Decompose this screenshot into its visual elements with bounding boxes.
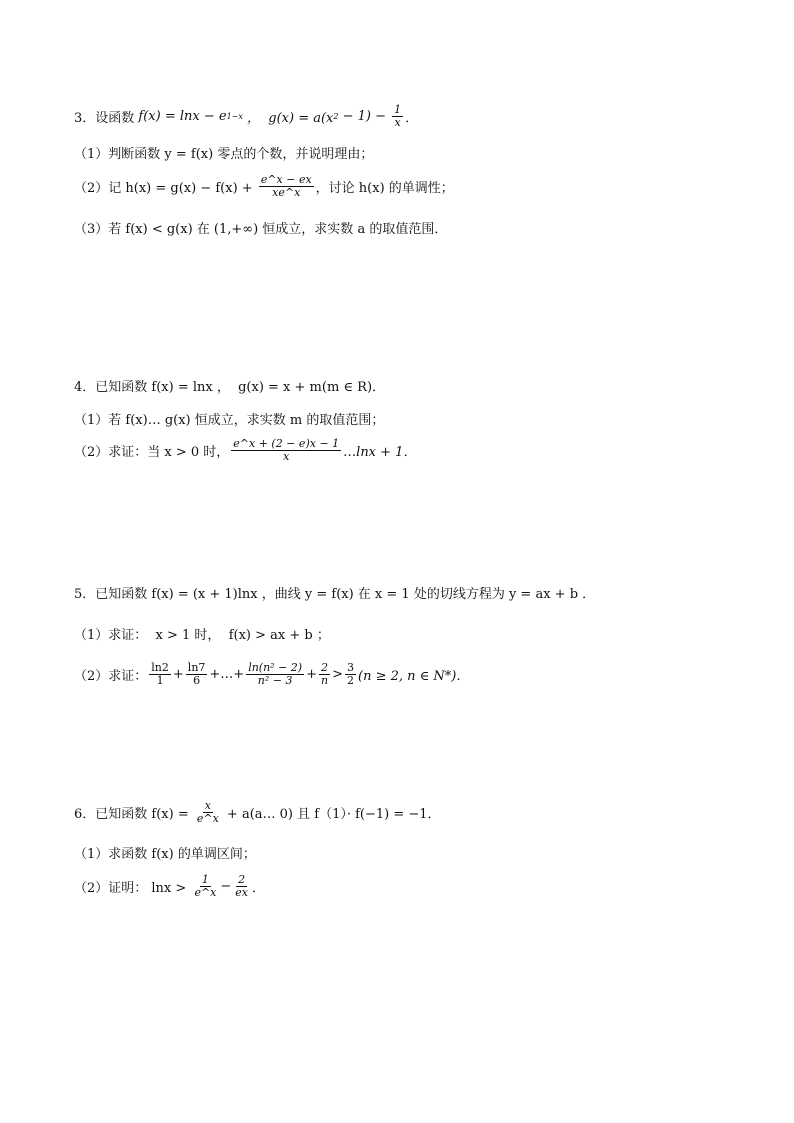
problem-5-head: 5．已知函数 f(x) = (x + 1)lnx ，曲线 y = f(x) 在 x = 1 处的切线方程为 y = ax + b ． (74, 587, 596, 602)
fraction-denominator: n² − 3 (257, 674, 293, 688)
part-text: （2）求证：当 x > 0 时， (74, 445, 230, 461)
problem-3-part-3 (74, 218, 447, 237)
fraction-numerator: 2 (238, 873, 246, 886)
proof-fraction-2 (233, 874, 250, 899)
fraction-denominator: x (283, 450, 290, 464)
fraction-denominator: 6 (193, 674, 201, 688)
fraction-denominator: e^x (194, 886, 217, 900)
sum-fraction-1 (149, 662, 171, 687)
problem-4-head: 4．已知函数 f(x) = lnx ， g(x) = x + m(m ∈ R)． (74, 380, 386, 395)
problem-3-title (74, 104, 418, 129)
fraction-numerator: 3 (347, 661, 354, 674)
sum-fraction-general (246, 662, 304, 687)
fraction-numerator: x (204, 799, 211, 812)
part-text: （2）求证： (74, 669, 148, 685)
problem-3-g-rest: − 1) − (338, 109, 391, 125)
part-text: （2）记 h(x) = g(x) − f(x) + (74, 181, 257, 197)
fraction-denominator: n (321, 674, 329, 688)
fraction-numerator: ln2 (151, 661, 169, 674)
fraction-numerator: 1 (394, 103, 402, 116)
problem-6-head-tail: + a(a… 0) 且 f（1）· f(−1) = −1． (222, 807, 441, 823)
part-fraction (231, 438, 341, 463)
fraction-denominator: x (394, 116, 401, 130)
fraction-numerator: 2 (321, 661, 329, 674)
problem-4-part-1 (74, 409, 384, 428)
fraction-denominator: 1 (156, 674, 164, 688)
operator: +…+ (209, 667, 245, 683)
fraction-denominator: 2 (347, 674, 354, 688)
operator: − (220, 879, 232, 895)
fraction-denominator: ex (235, 886, 248, 900)
problem-3-fraction (392, 104, 403, 129)
part-text: （3）若 f(x) < g(x) 在 (1,+∞) 恒成立，求实数 a 的取值范围． (74, 222, 448, 237)
fraction-numerator: 1 (201, 873, 209, 886)
operator: + (306, 667, 317, 683)
part-text-tail: …lnx + 1． (343, 445, 417, 461)
fraction-numerator: ln(n² − 2) (248, 661, 303, 674)
problem-5-part-2 (74, 662, 469, 687)
operator: > (332, 667, 343, 683)
problem-5-part-1 (74, 624, 330, 643)
part-text: （1）求函数 f(x) 的单调区间； (74, 847, 256, 862)
part-text: （2）证明： lnx > (74, 881, 191, 897)
bound-fraction (345, 662, 356, 687)
problem-3-g-exp: 2 (333, 112, 339, 122)
problem-3-tail: ． (405, 111, 419, 127)
problem-4-title (74, 376, 385, 395)
part-text: （1）求证： x > 1 时， f(x) > ax + b ； (74, 628, 330, 643)
problem-6-head: 6．已知函数 f(x) = (74, 807, 193, 823)
fraction-numerator: ln7 (187, 661, 206, 674)
problem-3-f: f(x) = lnx − e (138, 109, 227, 125)
fraction-numerator: e^x + (2 − e)x − 1 (233, 437, 340, 450)
proof-fraction-1 (192, 874, 218, 899)
problem-3-part-2 (74, 174, 454, 199)
problem-6-fraction (195, 800, 221, 825)
problem-3-g: ， g(x) = a(x (242, 111, 334, 127)
problem-3-f-exp: 1−x (226, 112, 243, 122)
fraction-denominator: e^x (196, 812, 219, 826)
problem-6-title (74, 800, 441, 825)
problem-3-head: 3．设函数 (74, 111, 139, 127)
part-tail: ． (252, 881, 266, 897)
problem-6-part-1 (74, 843, 256, 862)
problem-3-part-1 (74, 143, 373, 162)
part-text-tail: ，讨论 h(x) 的单调性； (315, 181, 454, 197)
problem-5-title (74, 583, 595, 602)
sum-fraction-2 (186, 662, 208, 687)
part-fraction (259, 174, 314, 199)
part-text: （1）判断函数 y = f(x) 零点的个数，并说明理由； (74, 147, 374, 162)
operator: + (172, 667, 184, 683)
fraction-denominator: xe^x (272, 186, 301, 200)
condition: (n ≥ 2, n ∈ N*)． (358, 669, 470, 685)
part-text: （1）若 f(x)… g(x) 恒成立，求实数 m 的取值范围； (74, 413, 385, 428)
problem-4-part-2 (74, 438, 416, 463)
sum-fraction-last (319, 662, 330, 687)
fraction-numerator: e^x − ex (260, 173, 312, 186)
problem-6-part-2 (74, 874, 265, 899)
